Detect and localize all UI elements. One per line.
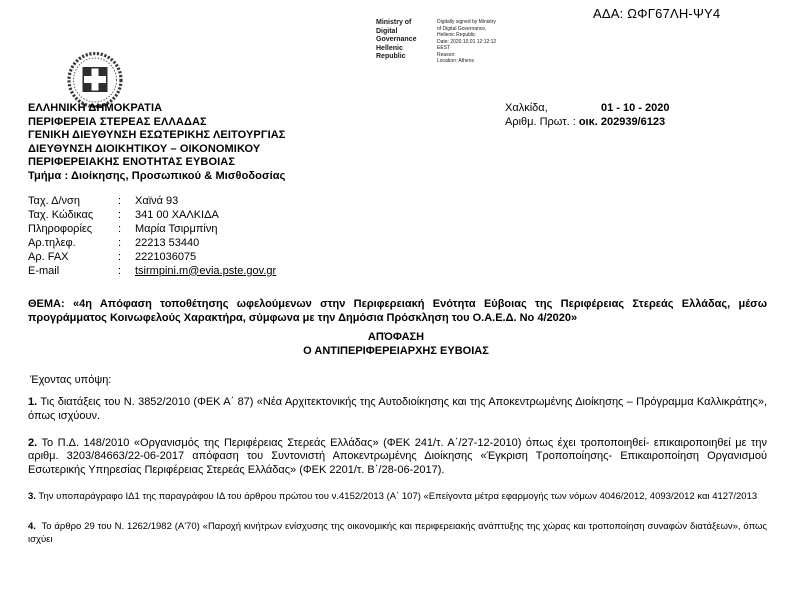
signature-org [376,19,432,65]
contact-row-postal-code [28,209,276,223]
contact-row-telephone [28,237,276,251]
protocol-number-row [505,116,670,130]
contact-row-fax [28,251,276,265]
digital-signature-stamp [376,19,521,65]
legal-item-2 [28,437,767,478]
contact-value: Χαϊνά 93 [135,195,179,207]
agency-header [28,102,285,184]
protocol-date-row [505,102,670,116]
protocol-city: Χαλκίδα, [505,102,548,114]
subject-label: ΘΕΜΑ: [28,298,65,310]
signature-details-line: Hellenic Republic [437,32,476,38]
signature-details-line: of Digital Governance, [437,25,487,32]
agency-header-line: ΔΙΕΥΘΥΝΣΗ ΔΙΟΙΚΗΤΙΚΟΥ – ΟΙΚΟΝΟΜΙΚΟΥ [28,142,261,155]
legal-item-text: Την υποπαράγραφο ΙΔ1 της παραγράφου ΙΔ του άρθρου πρώτου του ν.4152/2013 (Α΄ 107) «Επείγοντα μέτρα εφαρμογής των νόμων 4046/2012, 4093/2012 και 4127/2013 [38,490,758,502]
contact-colon: : [118,236,122,249]
legal-item-4 [28,521,767,546]
ada-code: ΑΔΑ: ΩΦΓ67ΛΗ-ΨΥ4 [593,6,721,21]
decision-title: ΑΠΌΦΑΣΗ [367,331,425,343]
signature-details-line: EEST [437,45,451,51]
protocol-date: 01 - 10 - 2020 [601,102,670,114]
contact-value: 2221036075 [135,250,197,263]
contact-label: Πληροφορίες [28,222,93,235]
contact-value: 22213 53440 [135,236,200,249]
protocol-number-label: Αριθμ. Πρωτ. : [505,115,576,128]
contact-colon: : [118,208,122,221]
contact-row-information [28,223,276,237]
contact-value: Μαρία Τσιρμπίνη [135,222,218,235]
agency-header-line: ΓΕΝΙΚΗ ΔΙΕΥΘΥΝΣΗ ΕΣΩΤΕΡΙΚΗΣ ΛΕΙΤΟΥΡΓΙΑΣ [28,129,286,142]
contact-value: 341 00 ΧΑΛΚΙΔΑ [135,208,219,221]
contact-label: Ταχ. Δ/νση [28,195,80,207]
signature-details-line: Location: Athens [437,58,474,64]
legal-item-number: 1. [28,396,38,408]
contact-colon: : [118,222,122,235]
contact-label: Ταχ. Κώδικας [28,208,94,221]
contact-table [28,195,276,278]
legal-item-3 [28,491,767,503]
legal-item-text: Τις διατάξεις του Ν. 3852/2010 (ΦΕΚ Α΄ 87) «Νέα Αρχιτεκτονικής της Αυτοδιοίκησης και της Αποκεντρωμένης Διοίκησης – Πρόγραμμα Καλλικράτης», όπως ισχύουν. [28,396,767,422]
signature-details [437,19,521,65]
agency-header-line: ΠΕΡΙΦΕΡΕΙΑ ΣΤΕΡΕΑΣ ΕΛΛΑΔΑΣ [28,115,207,128]
contact-colon: : [118,250,122,263]
legal-item-1 [28,396,767,424]
contact-colon: : [118,264,122,277]
legal-item-text: Το Π.Δ. 148/2010 «Οργανισμός της Περιφέρειας Στερεάς Ελλάδας» (ΦΕΚ 241/τ. Α΄/27-12-2010) όπως έχει τροποποιηθεί- επικαιροποιηθεί με την αριθμ. 3203/84663/22-06-2017 απόφαση του Συντονιστή Αποκεντρωμένης Διοίκησης «Έγκριση Τροποποίησης- Επικαιροποίηση Οργανισμού Εσωτερικής Υπηρεσίας Περιφέρειας Στερεάς Ελλάδας» (ΦΕΚ 2201/τ. Β΄/28-06-2017). [28,436,768,477]
email-link[interactable]: tsirmpini.m@evia.pste.gov.gr [135,264,277,277]
subject-paragraph [28,298,767,326]
legal-items-list [28,396,767,563]
legal-item-number: 3. [28,490,36,502]
contact-colon: : [118,195,122,207]
protocol-block [505,102,670,129]
signature-org-line: Ministry of Digital [376,19,412,35]
signature-details-line: Digitally signed by Ministry [437,19,496,25]
signature-details-line: Reason: [437,51,456,58]
legal-item-number: 4. [28,521,36,533]
contact-label: Αρ.τηλεφ. [28,236,76,249]
agency-header-line: ΠΕΡΙΦΕΡΕΙΑΚΗΣ ΕΝΟΤΗΤΑΣ ΕΥΒΟΙΑΣ [28,156,236,169]
signature-details-line: Date: 2020.10.01 12:12:12 [437,38,497,45]
contact-row-address [28,195,276,209]
agency-header-line: ΕΛΛΗΝΙΚΗ ΔΗΜΟΚΡΑΤΙΑ [28,102,163,114]
contact-label: Αρ. FAX [28,250,69,263]
signature-org-line: Hellenic Republic [376,44,406,60]
preamble-text: Έχοντας υπόψη: [30,374,112,386]
protocol-number-value: οικ. 202939/6123 [578,115,666,128]
legal-item-text: Το άρθρο 29 του Ν. 1262/1982 (Α'70) «Παροχή κινήτρων ενίσχυσης της οικονομικής και περιφερειακής ανάπτυξης της χώρας και τροποποίηση συναφών διατάξεων», όπως ισχύει [28,521,767,545]
contact-row-email [28,265,276,279]
agency-header-line: Τμήμα : Διοίκησης, Προσωπικού & Μισθοδοσίας [28,169,286,182]
signature-org-line: Governance [376,36,417,43]
legal-item-number: 2. [28,436,38,449]
contact-label: E-mail [28,264,60,277]
decision-subtitle: Ο ΑΝΤΙΠΕΡΙΦΕΡΕΙΑΡΧΗΣ ΕΥΒΟΙΑΣ [303,345,489,357]
subject-text: «4η Απόφαση τοποθέτησης ωφελούμενων στην Περιφερειακή Ενότητα Εύβοιας της Περιφέρειας Στερεάς Ελλάδας, μέσω προγράμματος Κοινωφελούς Χαρακτήρα, σύμφωνα με την Δημόσια Πρόσκληση του Ο.Α.Ε.Δ. Νο 4/2020» [28,298,767,324]
